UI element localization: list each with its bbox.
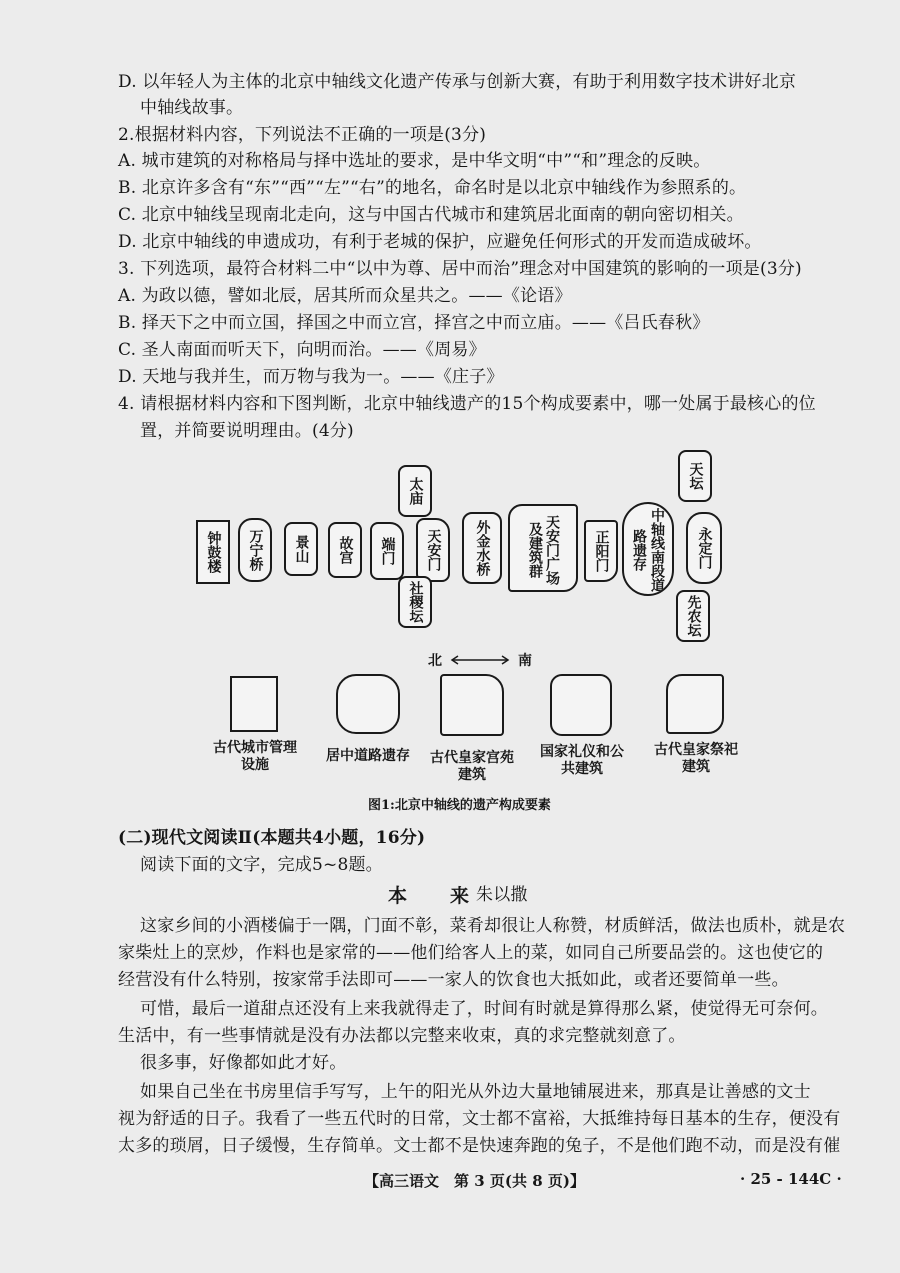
element-tiantan: 天坛 [678,450,712,502]
page-footer: 【高三语文 第 3 页(共 8 页)】 [364,1172,585,1190]
q3-option-a: A. 为政以德，譬如北辰，居其所而众星共之。——《论语》 [118,286,572,306]
q2-option-c: C. 北京中轴线呈现南北走向，这与中国古代城市和建筑居北面南的朝向密切相关。 [118,205,744,225]
legend-label-5: 古代皇家祭祀建筑 [654,742,738,775]
element-yongdingmen: 永定门 [686,512,722,584]
q3-stem: 3. 下列选项，最符合材料二中“以中为尊、居中而治”理念对中国建筑的影响的一项是(3分) [118,259,802,279]
section2-heading: (二)现代文阅读Ⅱ(本题共4小题，16分) [118,828,426,848]
element-taimiao: 太庙 [398,465,432,517]
legend-shape-rounded [336,674,400,734]
q2-stem: 2.根据材料内容，下列说法不正确的一项是(3分) [118,125,487,145]
q3-option-c: C. 圣人南面而听天下，向明而治。——《周易》 [118,340,486,360]
q3-option-b: B. 择天下之中而立国，择国之中而立宫，择宫之中而立庙。——《吕氏春秋》 [118,313,710,333]
legend-label-4: 国家礼仪和公共建筑 [540,744,624,777]
legend-label-1: 古代城市管理设施 [213,740,297,773]
q1-option-d-line2: 中轴线故事。 [140,98,244,118]
element-tiananmen: 天安门 [416,518,450,582]
legend-shape-cut [666,674,724,734]
q4-stem-line1: 4. 请根据材料内容和下图判断，北京中轴线遗产的15个构成要素中，哪一处属于最核心的位 [118,394,816,414]
legend-label-3: 古代皇家宫苑建筑 [430,750,514,783]
legend-shape-soft [550,674,612,736]
section2-instruction: 阅读下面的文字，完成5~8题。 [140,855,383,875]
element-south-section [622,502,674,596]
element-xiannongtan: 先农坛 [676,590,710,642]
legend-label-2: 居中道路遗存 [326,748,410,764]
element-wanningqiao: 万宁桥 [238,518,272,582]
direction-north: 北 [428,653,442,669]
element-waijinshuiqiao: 外金水桥 [462,512,502,584]
element-duanmen: 端门 [370,522,404,580]
paragraph-4-line2: 视为舒适的日子。我看了一些五代时的日常，文士都不富裕，大抵维持每日基本的生存，便没有 [118,1109,841,1129]
exam-code: · 25 - 144C · [740,1170,842,1188]
q2-option-a: A. 城市建筑的对称格局与择中选址的要求，是中华文明“中”“和”理念的反映。 [118,151,711,171]
q2-option-d: D. 北京中轴线的申遗成功，有利于老城的保护，应避免任何形式的开发而造成破坏。 [118,232,762,252]
essay-title: 本 来 [388,885,482,907]
paragraph-4-line3: 太多的琐屑，日子缓慢，生存简单。文士都不是快速奔跑的兔子，不是他们跑不动，而是没有催 [118,1136,841,1156]
paragraph-1-line3: 经营没有什么特别，按家常手法即可——一家人的饮食也大抵如此，或者还要简单一些。 [118,970,789,990]
q2-option-b: B. 北京许多含有“东”“西”“左”“右”的地名，命名时是以北京中轴线作为参照系的。 [118,178,747,198]
q1-option-d-line1: D. 以年轻人为主体的北京中轴线文化遗产传承与创新大赛，有助于利用数字技术讲好北京 [118,72,797,92]
element-shejitan: 社稷坛 [398,576,432,628]
element-jingshan: 景山 [284,522,318,576]
figure-caption: 图1:北京中轴线的遗产构成要素 [368,798,551,813]
element-south-section-label: 中轴线南段道路遗存 [631,508,665,592]
element-gugong: 故宫 [328,522,362,578]
q4-stem-line2: 置，并简要说明理由。(4分) [140,421,354,441]
paragraph-1-line2: 家柴灶上的烹炒，作料也是家常的——他们给客人上的菜，如同自己所要品尝的。这也使它的 [118,943,824,963]
q3-option-d: D. 天地与我并生，而万物与我为一。——《庄子》 [118,367,504,387]
paragraph-2-line2: 生活中，有一些事情就是没有办法都以完整来收束，真的求完整就刻意了。 [118,1026,686,1046]
paragraph-1-line1: 这家乡间的小酒楼偏于一隅，门面不彰，菜肴却很让人称赞，材质鲜活，做法也质朴，就是农 [140,916,846,936]
element-tiananmen-square-label: 天安门广场及建筑群 [527,515,560,585]
legend-shape-corner [440,674,504,736]
legend-shape-square [230,676,278,732]
direction-south: 南 [518,653,532,669]
paragraph-3-line1: 很多事，好像都如此才好。 [140,1053,347,1073]
element-tiananmen-square [508,504,578,592]
element-zhengyangmen: 正阳门 [584,520,618,582]
essay-author: 朱以撒 [476,885,528,905]
element-zhonggulou: 钟鼓楼 [196,520,230,584]
direction-arrow-icon [448,654,512,666]
paragraph-4-line1: 如果自己坐在书房里信手写写，上午的阳光从外边大量地铺展进来，那真是让善感的文士 [140,1082,811,1102]
axis-elements-figure [190,440,750,820]
paragraph-2-line1: 可惜，最后一道甜点还没有上来我就得走了，时间有时就是算得那么紧，使觉得无可奈何。 [140,999,828,1019]
